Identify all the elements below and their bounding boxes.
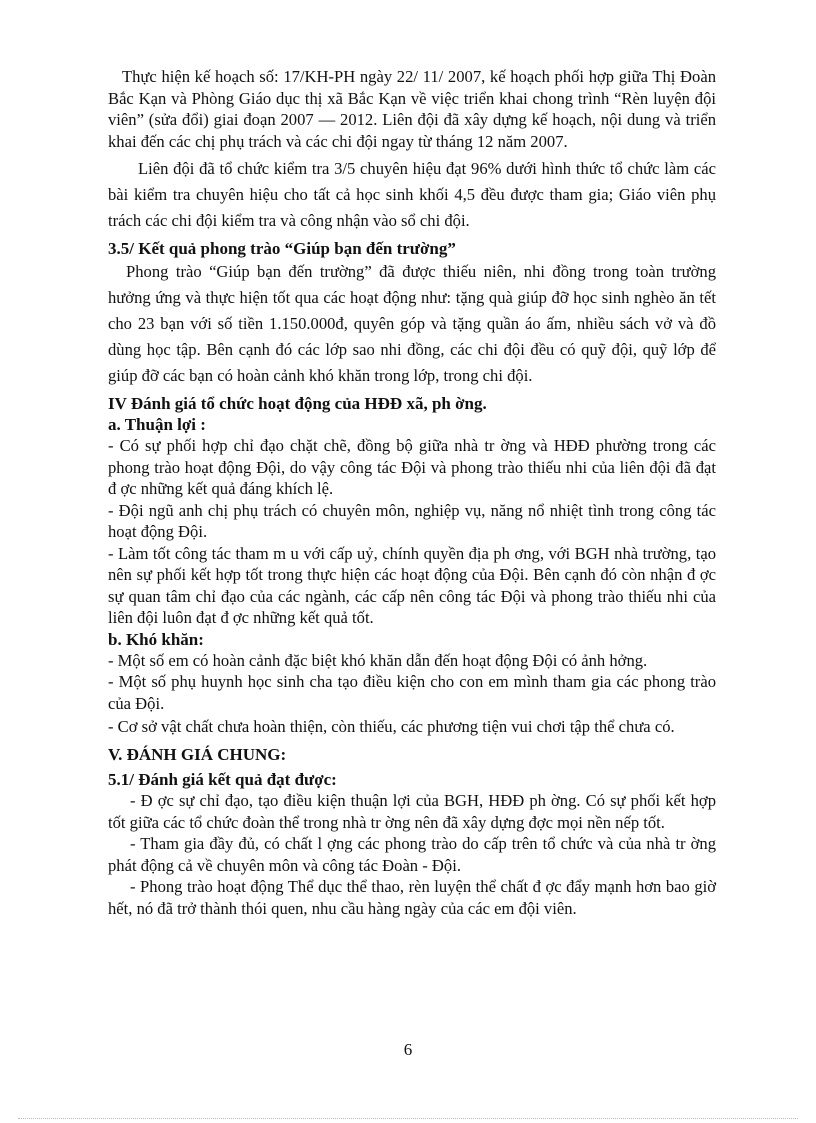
paragraph-result-3: - Phong trào hoạt động Thể dục thể thao, rèn luyện thể chất đ ợc đẩy mạnh hơn bao giờ hết, nó đã trở thành thói quen, nhu cầu hàng ngày của các em đội viên. xyxy=(108,877,716,918)
paragraph-advantage-3: - Làm tốt công tác tham m u với cấp uỷ, chính quyền địa ph ơng, với BGH nhà trường, tạo nên sự phối kết hợp tốt trong thực hiện các hoạt động của Đội. Bên cạnh đó còn nhận đ ợc sự quan tâm chỉ đạo của các ngành, các cấp nên công tác Đội và phong trào thiếu nhi của liên đội luôn đạt đ ợc những kết quả tốt. xyxy=(108,543,716,627)
paragraph-help-friends: Phong trào “Giúp bạn đến trường” đã được thiếu niên, nhi đồng trong toàn trường hưởng ứng và thực hiện tốt qua các hoạt động như: tặng quà giúp đỡ học sinh nghèo ăn tết cho 23 bạn với số tiền 1.150.000đ, quyên góp và tặng quần áo ấm, nhiều sách vở và đồ dùng học tập. Bên cạnh đó các lớp sao nhi đồng, các chi đội đều có quỹ đội, quỹ lớp để giúp đỡ các bạn có hoàn cảnh khó khăn trong lớp, trong chi đội. xyxy=(108,262,716,385)
paragraph-difficulty-1: - Một số em có hoàn cảnh đặc biệt khó khăn dẫn đến hoạt động Đội có ảnh hởng. xyxy=(108,650,648,670)
paragraph-plan-implementation: Thực hiện kế hoạch số: 17/KH-PH ngày 22/ 11/ 2007, kế hoạch phối hợp giữa Thị Đoàn Bắc Kạn và Phòng Giáo dục thị xã Bắc Kạn về việc triển khai chong trình “Rèn luyện đội viên” (sửa đổi) giai đoạn 2007 — 2012. Liên đội đã xây dựng kế hoạch, nội dung và triển khai đến các chị phụ trách và các chi đội ngay từ tháng 12 năm 2007. xyxy=(108,67,716,151)
heading-5-1: 5.1/ Đánh giá kết quả đạt được: xyxy=(108,770,337,789)
heading-advantages: a. Thuận lợi : xyxy=(108,415,206,434)
page-number: 6 xyxy=(403,1040,413,1059)
paragraph-badge-test: Liên đội đã tổ chức kiểm tra 3/5 chuyên hiệu đạt 96% dưới hình thức tổ chức làm các bài kiểm tra chuyên hiệu cho tất cả học sinh khối 4,5 đều được tham gia; Giáo viên phụ trách các chi đội kiểm tra và công nhận vào sổ chi đội. xyxy=(108,159,716,230)
heading-section-4: IV Đánh giá tổ chức hoạt động của HĐĐ xã, ph ờng. xyxy=(108,394,487,413)
paragraph-difficulty-2: - Một số phụ huynh học sinh cha tạo điều kiện cho con em mình tham gia các phong trào của Đội. xyxy=(108,672,716,713)
heading-3-5: 3.5/ Kết quả phong trào “Giúp bạn đến trường” xyxy=(108,239,456,258)
paragraph-advantage-1: - Có sự phối hợp chỉ đạo chặt chẽ, đồng bộ giữa nhà tr ờng và HĐĐ phường trong các phong trào hoạt động Đội, do vậy công tác Đội và phong trào thiếu nhi của liên đội đã đạt đ ợc những kết quả đáng khích lệ. xyxy=(108,436,716,498)
paragraph-result-2: - Tham gia đầy đủ, có chất l ợng các phong trào do cấp trên tổ chức và của nhà tr ờng phát động cả về chuyên môn và công tác Đoàn - Đội. xyxy=(108,834,716,875)
paragraph-difficulty-3: - Cơ sở vật chất chưa hoàn thiện, còn thiếu, các phương tiện vui chơi tập thể chưa có. xyxy=(108,717,675,736)
page-bottom-border xyxy=(18,1118,798,1119)
heading-section-5: V. ĐÁNH GIÁ CHUNG: xyxy=(108,745,287,764)
paragraph-result-1: - Đ ợc sự chỉ đạo, tạo điều kiện thuận lợi của BGH, HĐĐ ph ờng. Có sự phối kết hợp tốt giữa các tổ chức đoàn thể trong nhà tr ờng nên đã xây dựng đợc mọi nền nếp tốt. xyxy=(108,791,716,832)
heading-difficulties: b. Khó khăn: xyxy=(108,629,204,649)
paragraph-advantage-2: - Đội ngũ anh chị phụ trách có chuyên môn, nghiệp vụ, năng nổ nhiệt tình trong công tác hoạt động Đội. xyxy=(108,500,716,541)
